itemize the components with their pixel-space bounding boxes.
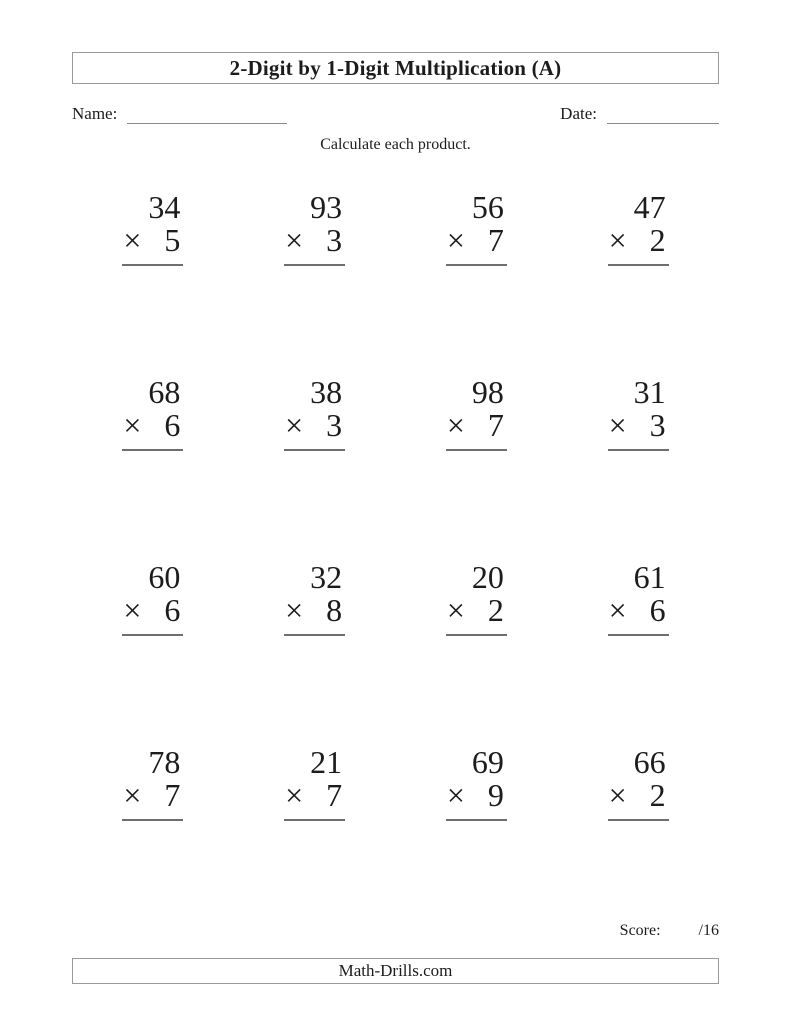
multiplicand: 61 bbox=[633, 559, 666, 595]
problem-9 bbox=[122, 561, 183, 636]
multiply-sign: × bbox=[285, 777, 304, 813]
name-write-line bbox=[127, 106, 287, 124]
name-label: Name: bbox=[72, 104, 118, 123]
multiply-sign: × bbox=[123, 592, 142, 628]
answer-line bbox=[122, 819, 183, 821]
multiplier: 2 bbox=[649, 222, 666, 258]
answer-line bbox=[122, 634, 183, 636]
problem-14 bbox=[284, 746, 345, 821]
multiplier-row bbox=[122, 224, 183, 257]
worksheet-title-box bbox=[72, 52, 719, 84]
multiplicand: 60 bbox=[148, 559, 181, 595]
problem-13 bbox=[122, 746, 183, 821]
name-date-row bbox=[72, 100, 719, 124]
problems-grid bbox=[72, 191, 719, 821]
answer-line bbox=[608, 634, 669, 636]
name-field-group bbox=[72, 104, 287, 124]
problem-12 bbox=[608, 561, 669, 636]
multiplicand: 56 bbox=[471, 189, 504, 225]
problem-5 bbox=[122, 376, 183, 451]
answer-line bbox=[446, 264, 507, 266]
answer-line bbox=[122, 264, 183, 266]
problem-4 bbox=[608, 191, 669, 266]
multiplier: 6 bbox=[164, 592, 181, 628]
multiplier: 7 bbox=[487, 222, 504, 258]
multiplier-row bbox=[446, 409, 507, 442]
multiply-sign: × bbox=[608, 777, 627, 813]
multiplicand: 93 bbox=[310, 189, 343, 225]
multiplier: 6 bbox=[164, 407, 181, 443]
multiply-sign: × bbox=[446, 407, 465, 443]
multiply-sign: × bbox=[285, 407, 304, 443]
multiplicand: 68 bbox=[148, 374, 181, 410]
multiplier-row bbox=[284, 594, 345, 627]
multiply-sign: × bbox=[123, 222, 142, 258]
multiplicand: 78 bbox=[148, 744, 181, 780]
multiplier: 3 bbox=[326, 222, 343, 258]
multiply-sign: × bbox=[123, 777, 142, 813]
problem-10 bbox=[284, 561, 345, 636]
multiply-sign: × bbox=[123, 407, 142, 443]
multiplier-row bbox=[446, 224, 507, 257]
multiply-sign: × bbox=[608, 222, 627, 258]
multiplier: 6 bbox=[649, 592, 666, 628]
multiplicand: 47 bbox=[633, 189, 666, 225]
footer-site-name: Math-Drills.com bbox=[338, 961, 453, 980]
multiplier: 7 bbox=[164, 777, 181, 813]
multiply-sign: × bbox=[446, 222, 465, 258]
worksheet-title: 2-Digit by 1-Digit Multiplication (A) bbox=[229, 55, 562, 80]
answer-line bbox=[284, 819, 345, 821]
multiplier-row bbox=[122, 409, 183, 442]
multiplier-row bbox=[608, 594, 669, 627]
multiplier: 9 bbox=[487, 777, 504, 813]
multiplier-row bbox=[284, 224, 345, 257]
multiplier: 8 bbox=[326, 592, 343, 628]
multiply-sign: × bbox=[446, 592, 465, 628]
multiplicand: 20 bbox=[471, 559, 504, 595]
answer-line bbox=[446, 819, 507, 821]
date-label: Date: bbox=[560, 104, 597, 123]
multiplier-row bbox=[284, 779, 345, 812]
multiplier-row bbox=[608, 409, 669, 442]
multiply-sign: × bbox=[285, 222, 304, 258]
multiplicand: 34 bbox=[148, 189, 181, 225]
problem-7 bbox=[446, 376, 507, 451]
multiplier-row bbox=[446, 594, 507, 627]
problem-16 bbox=[608, 746, 669, 821]
problem-6 bbox=[284, 376, 345, 451]
multiplier-row bbox=[122, 594, 183, 627]
multiplicand: 98 bbox=[471, 374, 504, 410]
problem-3 bbox=[446, 191, 507, 266]
footer-box bbox=[72, 958, 719, 984]
answer-line bbox=[608, 264, 669, 266]
score-total: /16 bbox=[698, 922, 719, 939]
multiplier: 2 bbox=[649, 777, 666, 813]
multiplier: 5 bbox=[164, 222, 181, 258]
multiplicand: 69 bbox=[471, 744, 504, 780]
problem-15 bbox=[446, 746, 507, 821]
multiplicand: 21 bbox=[310, 744, 343, 780]
multiplier: 3 bbox=[649, 407, 666, 443]
answer-line bbox=[446, 634, 507, 636]
instruction-text: Calculate each product. bbox=[320, 136, 471, 153]
multiply-sign: × bbox=[285, 592, 304, 628]
multiplicand: 32 bbox=[310, 559, 343, 595]
problem-8 bbox=[608, 376, 669, 451]
answer-line bbox=[284, 264, 345, 266]
instruction-row bbox=[72, 136, 719, 155]
answer-line bbox=[608, 449, 669, 451]
score-label: Score: bbox=[619, 922, 661, 939]
problem-1 bbox=[122, 191, 183, 266]
problem-11 bbox=[446, 561, 507, 636]
score-row bbox=[72, 921, 719, 940]
multiplicand: 38 bbox=[310, 374, 343, 410]
problem-2 bbox=[284, 191, 345, 266]
multiply-sign: × bbox=[446, 777, 465, 813]
multiplier-row bbox=[446, 779, 507, 812]
multiply-sign: × bbox=[608, 592, 627, 628]
multiplier-row bbox=[608, 779, 669, 812]
multiplier-row bbox=[122, 779, 183, 812]
multiplier-row bbox=[608, 224, 669, 257]
answer-line bbox=[284, 449, 345, 451]
date-field-group bbox=[560, 104, 719, 124]
multiplicand: 31 bbox=[633, 374, 666, 410]
answer-line bbox=[446, 449, 507, 451]
multiplier-row bbox=[284, 409, 345, 442]
multiplier: 2 bbox=[487, 592, 504, 628]
answer-line bbox=[284, 634, 345, 636]
date-write-line bbox=[607, 106, 719, 124]
multiply-sign: × bbox=[608, 407, 627, 443]
multiplier: 7 bbox=[326, 777, 343, 813]
answer-line bbox=[608, 819, 669, 821]
multiplicand: 66 bbox=[633, 744, 666, 780]
multiplier: 7 bbox=[487, 407, 504, 443]
multiplier: 3 bbox=[326, 407, 343, 443]
answer-line bbox=[122, 449, 183, 451]
